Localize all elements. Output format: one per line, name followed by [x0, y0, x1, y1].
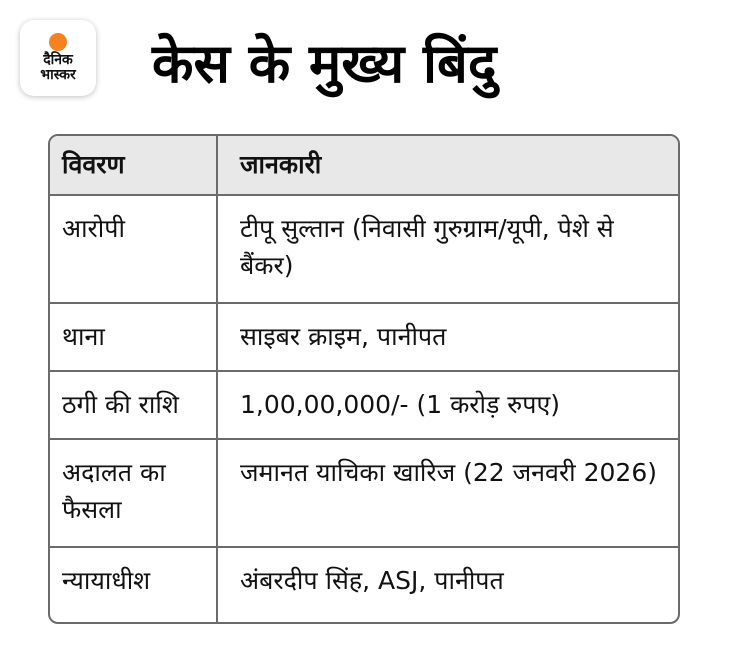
row-key-fraud-amount: ठगी की राशि — [50, 371, 217, 439]
row-value-accused: टीपू सुल्तान (निवासी गुरुग्राम/यूपी, पेशे से बैंकर) — [217, 195, 678, 303]
table-row — [50, 195, 678, 303]
header-details: विवरण — [50, 136, 217, 195]
dainik-bhaskar-logo — [20, 20, 96, 96]
table-row — [50, 547, 678, 622]
row-value-judge: अंबरदीप सिंह, ASJ, पानीपत — [240, 566, 504, 595]
row-value-court-decision: जमानत याचिका खारिज (22 जनवरी 2026) — [217, 439, 678, 547]
case-details-table — [48, 134, 680, 624]
row-value-police-station: साइबर क्राइम, पानीपत — [217, 303, 678, 371]
table-row — [50, 371, 678, 439]
page-title: केस के मुख्य बिंदु — [152, 32, 497, 95]
row-key-accused: आरोपी — [50, 195, 217, 303]
table-row — [50, 439, 678, 547]
row-key-police-station: थाना — [50, 303, 217, 371]
logo-text-line1: दैनिक — [43, 52, 73, 68]
row-key-court-decision: अदालत का फैसला — [50, 439, 217, 547]
header-information: जानकारी — [217, 136, 678, 195]
sun-icon — [49, 33, 67, 51]
row-key-judge: न्यायाधीश — [50, 547, 217, 622]
table-header-row — [50, 136, 678, 195]
table-row — [50, 303, 678, 371]
logo-text-line2: भास्कर — [40, 67, 76, 83]
row-value-fraud-amount: 1,00,00,000/- (1 करोड़ रुपए) — [217, 371, 678, 439]
